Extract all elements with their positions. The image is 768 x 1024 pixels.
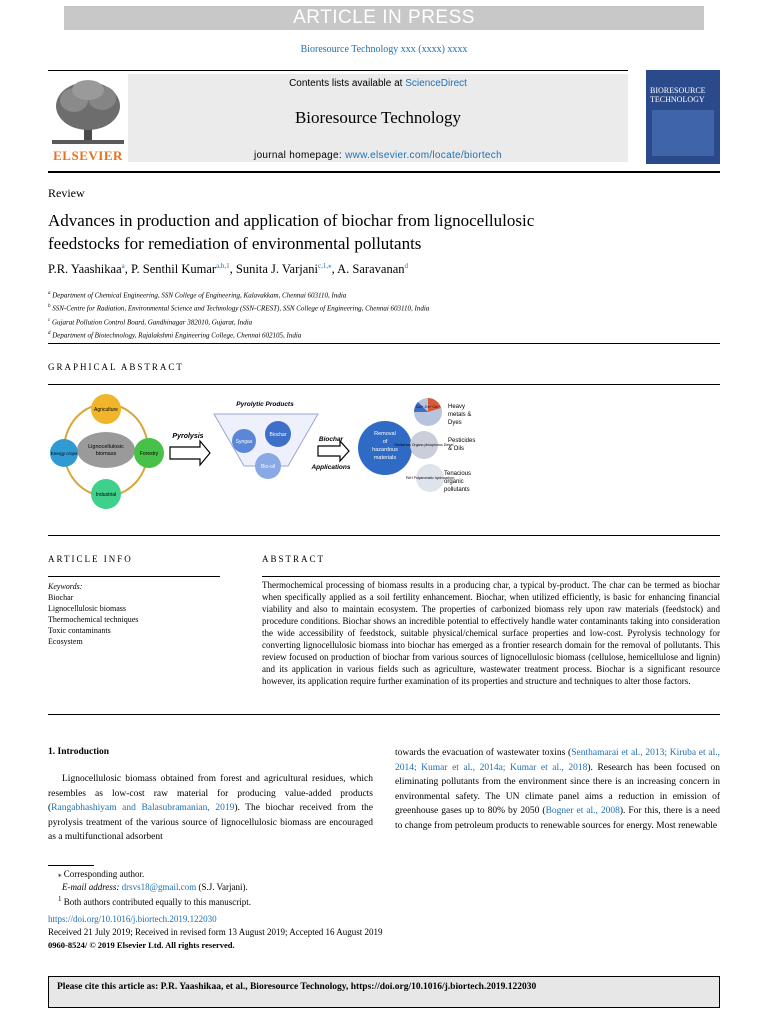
- keyword: Biochar: [48, 593, 74, 602]
- applications-label: Applications: [311, 464, 351, 471]
- email-owner: (S.J. Varjani).: [196, 882, 248, 892]
- intro-text: towards the evacuation of wastewater toxins (: [395, 748, 572, 758]
- affiliation-text: Department of Chemical Engineering, SSN College of Engineering, Kalavakkam, Chennai 603110, India: [50, 291, 347, 300]
- pollutant-label: Tenacious organic pollutants: [444, 471, 472, 493]
- author-name: P. Senthil Kumar: [130, 262, 217, 277]
- citation-link[interactable]: Bogner et al., 2008: [545, 806, 620, 816]
- affiliation-mark: a: [48, 291, 51, 296]
- author-affiliation-mark[interactable]: a: [121, 262, 125, 270]
- abstract-text: Thermochemical processing of biomass results in a producing char, a typical by-product. The char can be termed as biochar when specifically applied as a soil fertility enhancement. Biochar, when utilized efficiently, is basic for enhancing financial viability and also to maintain ecosystem. The properties of carbonized biomass rely upon raw materials (feedstock) and procedure conditions. Biochar shows an incredible potential to effectively handle water contaminants taking into consideration the wide accessibility of feedstock, suitable physical/chemical surface properties and low-cost. Pyrolysis technology for converting lignocellulosic biomass into biochar has emerged as a frontier research domain for the removal of pollutants. This review focused on production of biochar from various sources of lignocellulosic biomass (cellulose, hemicellulose and lignin) and its application in various fields such as agriculture, wastewater treatment process. Biochar is a significant resource however, its application require further examination of its properties and structure and techniques to alter those factors.: [262, 580, 720, 686]
- pollutant-small-label: Dichlorvos Organo phosphorus Diesel: [394, 443, 454, 447]
- cover-art: [652, 110, 714, 156]
- ga-top-rule: [48, 343, 720, 344]
- keyword-list: [48, 592, 220, 647]
- biochar-label: Biochar: [318, 436, 344, 443]
- article-title: [48, 209, 534, 255]
- pyrolysis-arrow: [170, 441, 210, 465]
- removal-label-3: hazardous: [372, 447, 398, 453]
- affiliation-text: SSN-Centre for Radiation, Environmental Science and Technology (SSN-CREST), SSN College of Engineering, Chennai 603110, India: [50, 304, 430, 313]
- publisher-name: ELSEVIER: [53, 148, 123, 163]
- affiliation-line: [48, 315, 718, 328]
- affiliation-mark: b: [48, 304, 51, 310]
- pollutant-label: Heavy metals & Dyes: [448, 404, 472, 426]
- equal-text: Both authors contributed equally to this manuscript.: [63, 897, 251, 907]
- author-name: P.R. Yaashikaa: [48, 262, 122, 277]
- corresponding-note: [58, 868, 144, 881]
- equal-mark: 1: [58, 895, 62, 903]
- article-in-press-banner: ARTICLE IN PRESS: [64, 6, 704, 30]
- author-affiliation-mark[interactable]: a,b,1: [216, 262, 230, 270]
- affiliation-line: [48, 328, 718, 341]
- header-top-rule: [48, 70, 628, 71]
- journal-title: Bioresource Technology: [294, 108, 462, 127]
- pollutant-small-label: Cd²⁺ Zn²⁺ Cu²⁺: [415, 405, 441, 409]
- homepage-link[interactable]: www.elsevier.com/locate/biortech: [345, 150, 502, 161]
- article-info-heading: ARTICLE INFO: [48, 554, 133, 564]
- cite-text[interactable]: Please cite this article as: P.R. Yaashikaa, et al., Bioresource Technology, https://doi.org/10.1016/j.biortech.2019.122030: [57, 982, 537, 992]
- sciencedirect-link[interactable]: ScienceDirect: [405, 78, 467, 89]
- journal-header-box: [128, 74, 628, 162]
- abstract-rule: [262, 576, 720, 577]
- cite-box: [48, 976, 720, 1008]
- corresponding-mark: ⁎: [58, 871, 62, 879]
- received-dates: Received 21 July 2019; Received in revised form 13 August 2019; Accepted 16 August 2019: [48, 927, 383, 937]
- author-name: A. Saravanan: [337, 262, 405, 277]
- intro-left-column: [48, 772, 373, 845]
- products-title: Pyrolytic Products: [236, 401, 294, 408]
- author-affiliation-mark[interactable]: c,1,⁎: [317, 262, 332, 270]
- intro-right-column: [395, 746, 720, 833]
- affiliations: [48, 288, 718, 341]
- citation-link[interactable]: Senthamarai et al., 2013; Kiruba et al., 2014; Kumar et al., 2014a; Kumar et al., 2018: [395, 748, 720, 773]
- footnote-rule: [48, 865, 94, 866]
- header-bottom-rule: [48, 171, 720, 173]
- cover-title-2: TECHNOLOGY: [650, 95, 705, 104]
- contents-prefix: Contents lists available at: [289, 78, 406, 89]
- author-affiliation-mark[interactable]: d: [404, 262, 408, 270]
- keywords-label: Keywords:: [48, 582, 83, 591]
- ga-mid-rule: [48, 384, 720, 385]
- pollutant-small-label: PAH Polyaromatic hydrocarbon: [405, 476, 455, 480]
- homepage-line: [128, 150, 628, 161]
- ga-bottom-rule: [48, 535, 720, 536]
- intro-heading: 1. Introduction: [48, 747, 110, 757]
- intro-text: ). The biochar received from the pyrolysis treatment of the various source of lignocellulosic biomass are encouraged as a multifunctional adsorbent: [48, 803, 373, 842]
- homepage-prefix: journal homepage:: [254, 150, 346, 161]
- removal-label-1: Removal: [374, 431, 396, 437]
- product-label: Syngas: [235, 439, 253, 445]
- doi-link[interactable]: https://doi.org/10.1016/j.biortech.2019.122030: [48, 914, 217, 924]
- affiliation-line: [48, 301, 718, 314]
- product-label: Biochar: [269, 432, 287, 438]
- affiliation-mark: c: [48, 317, 51, 323]
- elsevier-logo: [48, 76, 128, 162]
- pyrolysis-label: Pyrolysis: [172, 433, 204, 440]
- abstract-bottom-rule: [48, 714, 720, 715]
- citation-link[interactable]: Rangabhashiyam and Balasubramanian, 2019: [51, 803, 235, 813]
- article-info-rule: [48, 576, 220, 577]
- pollutant-label: Pesticides & Oils: [448, 438, 476, 452]
- graphical-abstract-heading: GRAPHICAL ABSTRACT: [48, 362, 184, 372]
- keyword: Lignocellulosic biomass: [48, 604, 126, 613]
- removal-label-4: materials: [373, 455, 397, 461]
- affiliation-text: Department of Biotechnology, Rajalakshmi Engineering College, Chennai 602105, India: [50, 331, 302, 340]
- applications-arrow: [318, 441, 349, 461]
- author-separator: ,: [124, 262, 131, 277]
- abstract-heading: ABSTRACT: [262, 554, 326, 564]
- source-label: Energy crops: [50, 451, 78, 456]
- title-line-2: feedstocks for remediation of environmental pollutants: [48, 234, 422, 253]
- author-separator: ,: [229, 262, 236, 277]
- title-line-1: Advances in production and application of biochar from lignocellulosic: [48, 211, 535, 230]
- intro-text: ). Research has been focused on eliminating pollutants from the environment since there is an increasing concern in environmental safety. The UN climate panel aims a reduction in emission of greenhouse gases up to 80% by 2050 (: [395, 762, 720, 816]
- affiliation-line: [48, 288, 718, 301]
- source-label: Agriculture: [94, 407, 118, 413]
- affiliation-text: Gujarat Pollution Control Board, Gandhinagar 382010, Gujarat, India: [50, 317, 253, 326]
- center-node: [77, 432, 135, 468]
- author-separator: ,: [331, 262, 338, 277]
- source-label: Industrial: [95, 492, 117, 498]
- article-type: Review: [48, 186, 85, 200]
- email-note: [62, 881, 248, 893]
- keyword: Thermochemical techniques: [48, 615, 139, 624]
- contents-line: [128, 78, 628, 89]
- affiliation-mark: d: [48, 330, 51, 336]
- center-label-1: Lignocellulosic: [88, 444, 124, 450]
- equal-contribution-note: [58, 893, 251, 908]
- keyword: Ecosystem: [48, 637, 83, 646]
- cover-title-1: BIORESOURCE: [650, 86, 706, 95]
- source-label: Forestry: [139, 451, 159, 457]
- product-label: Bio-oil: [261, 464, 275, 470]
- keyword: Toxic contaminants: [48, 626, 111, 635]
- graphical-abstract-figure: [48, 390, 488, 512]
- center-label-2: biomass: [95, 451, 117, 457]
- email-link[interactable]: drsvs18@gmail.com: [121, 882, 197, 892]
- journal-cover: [646, 70, 720, 164]
- intro-text: ). For this, there is a need to change from petroleum products to renewable sources for energy. Most renewable: [395, 806, 720, 831]
- keywords-block: [48, 581, 220, 647]
- journal-reference[interactable]: Bioresource Technology xxx (xxxx) xxxx: [300, 44, 468, 55]
- corresponding-text: Corresponding author.: [63, 869, 145, 879]
- removal-label-2: of: [382, 439, 388, 445]
- copyright: 0960-8524/ © 2019 Elsevier Ltd. All rights reserved.: [48, 940, 235, 950]
- author-list: [48, 262, 408, 277]
- author-name: Sunita J. Varjani: [235, 262, 318, 277]
- intro-text: Lignocellulosic biomass obtained from forest and agricultural residues, which resembles as low-cost raw material for producing value-added products (: [48, 774, 373, 813]
- email-label: E-mail address:: [62, 882, 122, 892]
